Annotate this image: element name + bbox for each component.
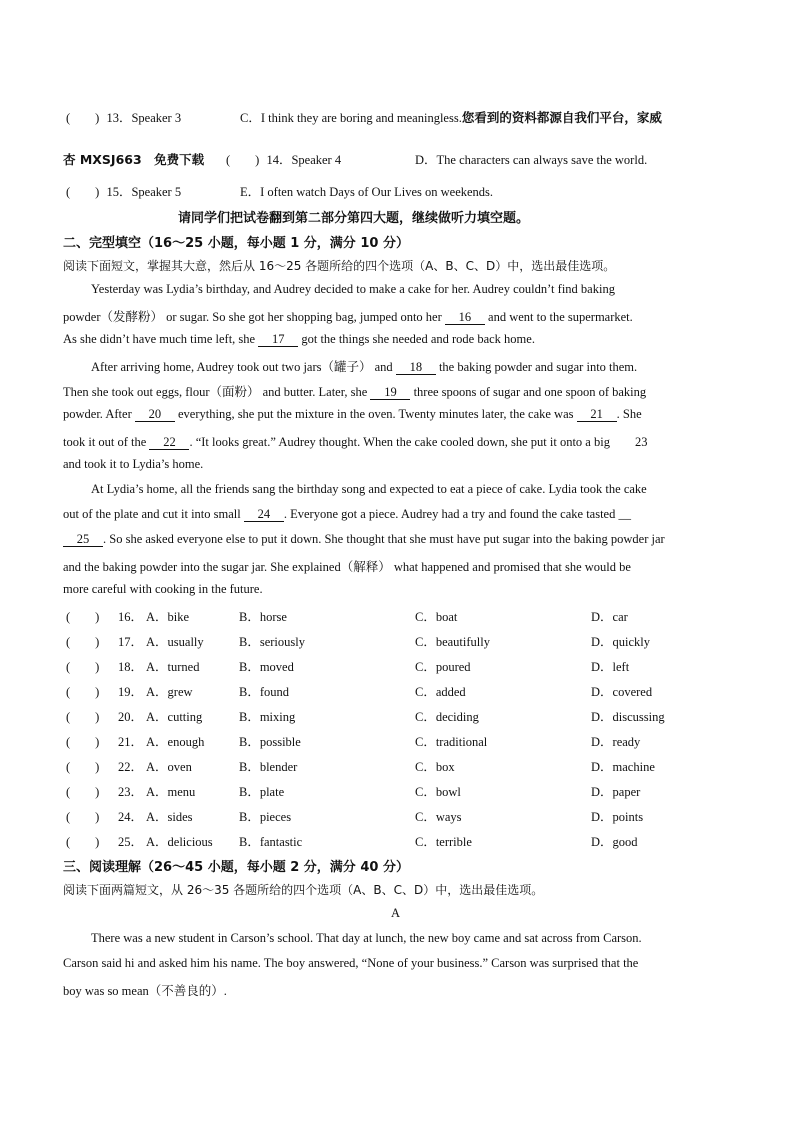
answer-paren: ( ) <box>66 735 100 749</box>
passage-text: and the baking powder into the sugar jar. She explained（解释） what happened and promised that she would be <box>63 560 631 574</box>
option-a: A．enough <box>146 735 205 749</box>
question-number: 15．Speaker 5 <box>106 185 182 199</box>
passage-line <box>63 432 647 450</box>
option-c: C．bowl <box>415 785 461 799</box>
passage-text: the baking powder and sugar into them. <box>435 360 638 374</box>
blank-25: 25 <box>63 533 103 547</box>
option-b: B．moved <box>239 660 294 674</box>
option-a: A．usually <box>146 635 204 649</box>
question-number: 24． <box>118 810 144 824</box>
question-number: 20． <box>118 710 144 724</box>
blank-21: 21 <box>577 408 617 422</box>
answer-paren: ( ) <box>66 635 100 649</box>
blank-16: 16 <box>445 311 485 325</box>
passage-line <box>63 507 631 522</box>
option-d: D．car <box>591 610 628 624</box>
passage-text: everything, she put the mixture in the oven. Twenty minutes later, the cake was <box>174 407 577 421</box>
watermark-text: 您看到的资料都源自我们平台，家威 <box>461 110 662 125</box>
blank-20: 20 <box>135 408 175 422</box>
option-a: A．grew <box>146 685 193 699</box>
passage-text: and took it to Lydia’s home. <box>63 457 204 471</box>
option-c: C．added <box>415 685 466 699</box>
option-a: A．turned <box>146 660 200 674</box>
question-number: 25． <box>118 835 144 849</box>
option-d: D．covered <box>591 685 653 699</box>
passage-text: and went to the supermarket. <box>484 310 633 324</box>
answer-paren: ( ) <box>66 710 100 724</box>
option-d: D．ready <box>591 735 641 749</box>
watermark-text-2: 杏 MXSJ663 免费下载 <box>63 152 205 167</box>
answer-paren: ( ) <box>66 785 100 799</box>
passage-line <box>63 332 535 347</box>
passage-line <box>63 307 633 325</box>
option-d: D．paper <box>591 785 641 799</box>
passage-text: got the things she needed and rode back home. <box>298 332 535 346</box>
passage-text: . Everyone got a piece. Audrey had a try and found the cake tasted __ <box>283 507 631 521</box>
question-number: 17． <box>118 635 144 649</box>
passage-line <box>91 357 637 375</box>
option-b: B．plate <box>239 785 285 799</box>
passage-line <box>91 482 647 497</box>
section2-instruction: 阅读下面短文，掌握其大意，然后从 16～25 各题所给的四个选项（A、B、C、D）中，选出最佳选项。 <box>63 259 616 273</box>
answer-paren: ( ) <box>226 153 260 167</box>
option-c: C．poured <box>415 660 471 674</box>
question-13-option <box>240 108 662 126</box>
question-number: 13．Speaker 3 <box>106 111 182 125</box>
question-number: 21． <box>118 735 144 749</box>
reading-line-2: Carson said hi and asked him his name. The boy answered, “None of your business.” Carson was surprised that the <box>63 956 639 970</box>
question-number: 23． <box>118 785 144 799</box>
option-b: B．fantastic <box>239 835 303 849</box>
passage-text: Yesterday was Lydia’s birthday, and Audrey decided to make a cake for her. Audrey couldn’t find baking <box>91 282 615 296</box>
answer-paren: ( ) <box>66 810 100 824</box>
section3-instruction: 阅读下面两篇短文，从 26～35 各题所给的四个选项（A、B、C、D）中，选出最佳选项。 <box>63 883 544 897</box>
option-c: C．box <box>415 760 455 774</box>
answer-paren: ( ) <box>66 685 100 699</box>
option-b: B．pieces <box>239 810 292 824</box>
option-a: A．menu <box>146 785 196 799</box>
blank-24: 24 <box>244 508 284 522</box>
passage-text: Then she took out eggs, flour（面粉） and butter. Later, she <box>63 385 371 399</box>
reading-line-3: boy was so mean（不善良的）. <box>63 984 227 998</box>
blank-18: 18 <box>396 361 436 375</box>
passage-text: powder. After <box>63 407 135 421</box>
option-d: D．left <box>591 660 630 674</box>
option-a: A．delicious <box>146 835 213 849</box>
passage-text: out of the plate and cut it into small <box>63 507 244 521</box>
option-b: B．found <box>239 685 290 699</box>
passage-text: . She <box>616 407 642 421</box>
question-number: 19． <box>118 685 144 699</box>
answer-paren: ( ) <box>66 111 100 125</box>
option-c: C．terrible <box>415 835 472 849</box>
answer-paren: ( ) <box>66 185 100 199</box>
option-d: D．good <box>591 835 638 849</box>
blank-19: 19 <box>370 386 410 400</box>
question-13 <box>66 108 181 126</box>
passage-line <box>63 382 646 400</box>
question-number: 18． <box>118 660 144 674</box>
option-c: C．traditional <box>415 735 488 749</box>
blank-22: 22 <box>149 436 189 450</box>
passage-text: powder（发酵粉） or sugar. So she got her shopping bag, jumped onto her <box>63 310 445 324</box>
answer-paren: ( ) <box>66 835 100 849</box>
option-c: C．ways <box>415 810 462 824</box>
option-a: A．bike <box>146 610 190 624</box>
option-a: A．oven <box>146 760 192 774</box>
option-a: A．sides <box>146 810 193 824</box>
option-d: D．points <box>591 810 644 824</box>
passage-line <box>63 557 631 575</box>
question-number: 16． <box>118 610 144 624</box>
option-d: D．machine <box>591 760 655 774</box>
passage-text: . “It looks great.” Audrey thought. When the cake cooled down, she put it onto a big 23 <box>189 435 648 449</box>
option-d: D．discussing <box>591 710 665 724</box>
option-c: C．boat <box>415 610 458 624</box>
answer-paren: ( ) <box>66 610 100 624</box>
option-b: B．horse <box>239 610 287 624</box>
passage-text: three spoons of sugar and one spoon of baking <box>410 385 647 399</box>
passage-text: more careful with cooking in the future. <box>63 582 263 596</box>
option-b: B．seriously <box>239 635 305 649</box>
passage-text: At Lydia’s home, all the friends sang the birthday song and expected to eat a piece of cake. Lydia took the cake <box>91 482 647 496</box>
question-14 <box>226 150 341 168</box>
passage-line <box>91 282 615 297</box>
passage-line <box>63 407 642 422</box>
question-15 <box>66 182 181 200</box>
passage-text: After arriving home, Audrey took out two jars（罐子） and <box>91 360 396 374</box>
passage-text: took it out of the <box>63 435 150 449</box>
blank-17: 17 <box>258 333 298 347</box>
option-a: A．cutting <box>146 710 203 724</box>
question-14-option: D．The characters can always save the world. <box>415 153 648 167</box>
section2-heading: 二、完型填空（16～25 小题，每小题 1 分，满分 10 分） <box>63 236 409 251</box>
notice: 请同学们把试卷翻到第二部分第四大题，继续做听力填空题。 <box>178 211 530 226</box>
option-b: B．blender <box>239 760 298 774</box>
option-b: B．mixing <box>239 710 296 724</box>
option-c: C．deciding <box>415 710 479 724</box>
answer-paren: ( ) <box>66 760 100 774</box>
reading-line-1: There was a new student in Carson’s school. That day at lunch, the new boy came and sat across from Carson. <box>91 931 642 945</box>
section3-heading: 三、阅读理解（26～45 小题，每小题 2 分，满分 40 分） <box>63 860 409 875</box>
passage-text: . So she asked everyone else to put it down. She thought that she must have put sugar into the baking powder jar <box>103 532 665 546</box>
passage-line <box>63 582 263 597</box>
question-number: 14．Speaker 4 <box>266 153 342 167</box>
option-text: C．I think they are boring and meaningless. <box>240 111 462 125</box>
answer-paren: ( ) <box>66 660 100 674</box>
option-d: D．quickly <box>591 635 651 649</box>
passage-line <box>63 457 203 472</box>
passage-line <box>63 532 665 547</box>
question-15-option: E．I often watch Days of Our Lives on weekends. <box>240 185 494 199</box>
option-c: C．beautifully <box>415 635 490 649</box>
option-b: B．possible <box>239 735 301 749</box>
question-number: 22． <box>118 760 144 774</box>
passage-label: A <box>391 906 401 920</box>
passage-text: As she didn’t have much time left, she <box>63 332 259 346</box>
